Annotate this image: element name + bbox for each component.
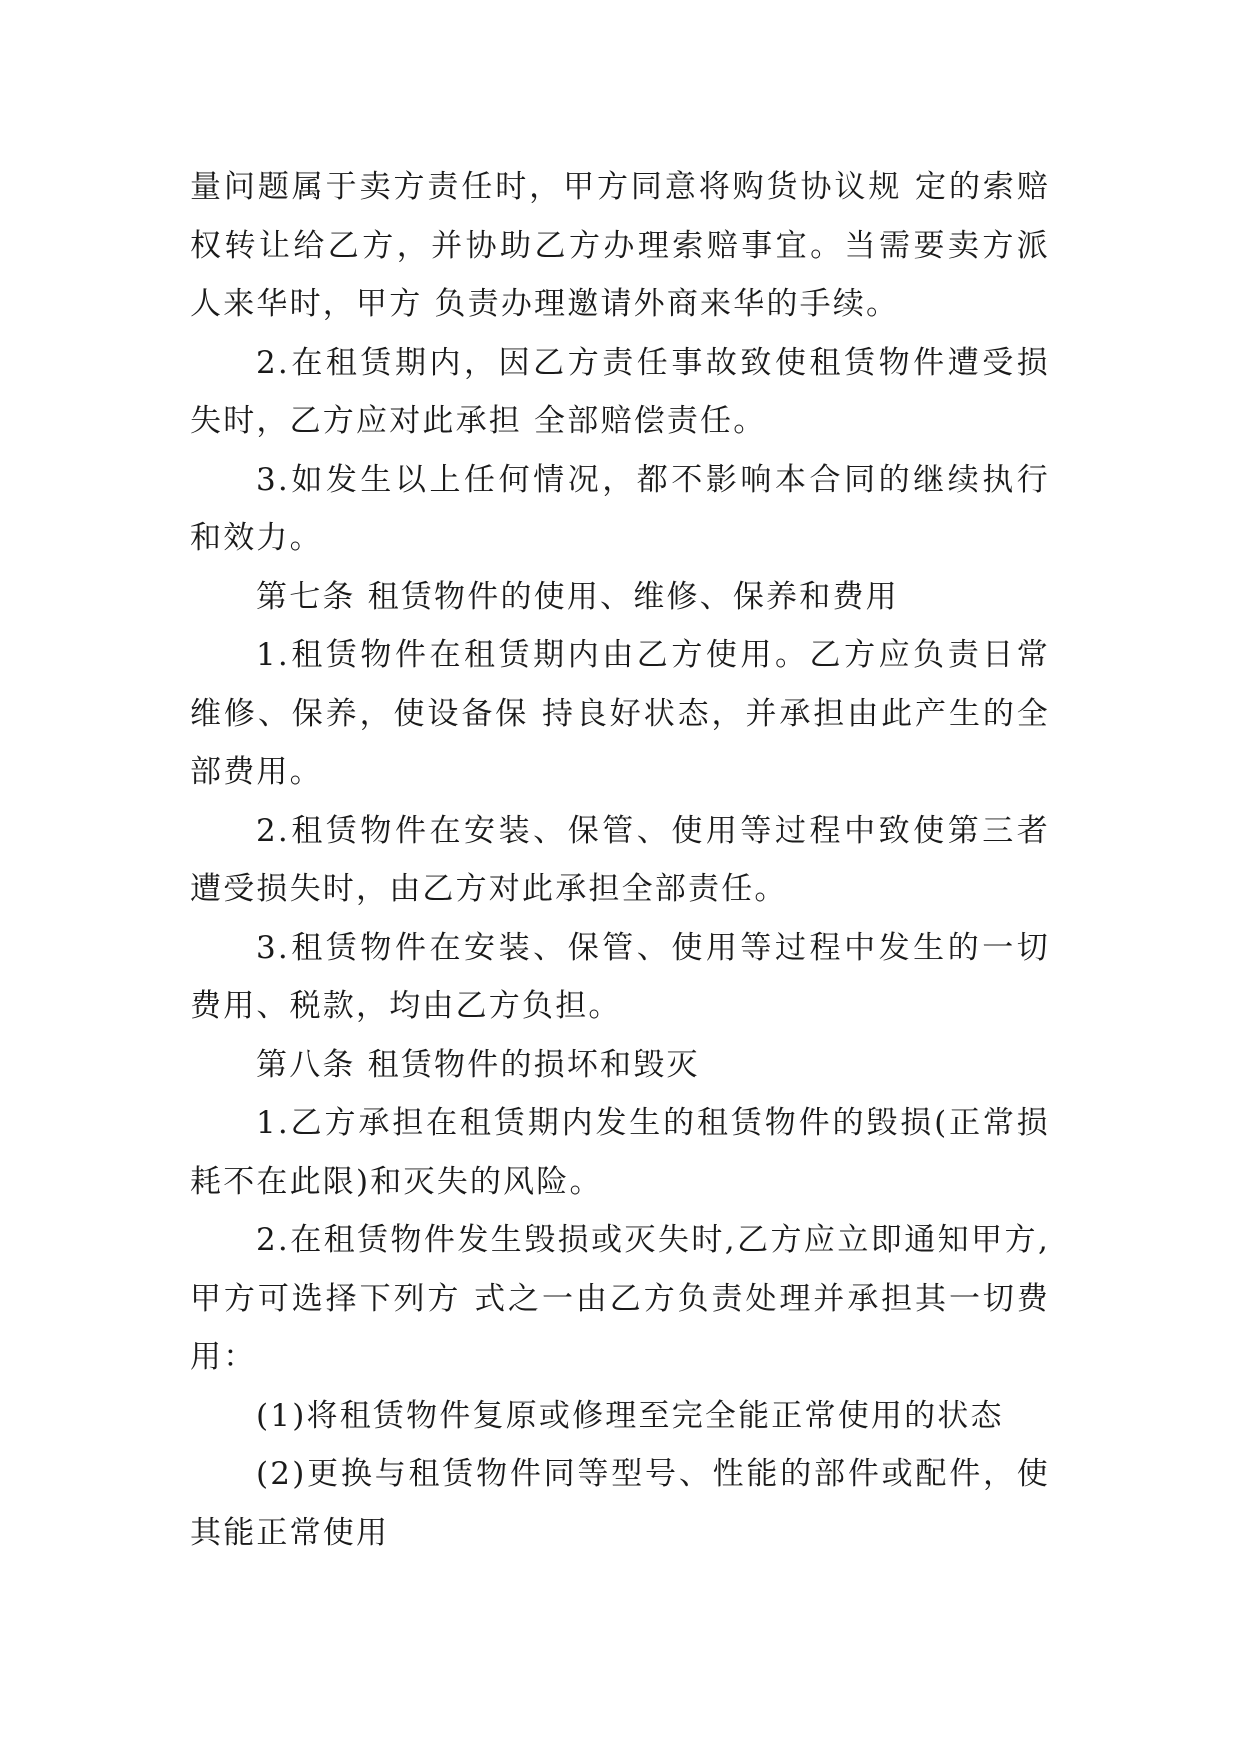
article-7-heading: 第七条 租赁物件的使用、维修、保养和费用 <box>256 578 899 615</box>
paragraph-costs-taxes: 3.租赁物件在安装、保管、使用等过程中发生的一切费用、税款，均由乙方负担。 <box>190 929 1050 1024</box>
paragraph-third-party-liability: 2.租赁物件在安装、保管、使用等过程中致使第三者遭受损失时，由乙方对此承担全部责任。 <box>190 812 1050 907</box>
paragraph-damage-risk: 1.乙方承担在租赁期内发生的租赁物件的毁损(正常损耗不在此限)和灭失的风险。 <box>190 1105 1050 1200</box>
paragraph-lessee-accident-liability: 2.在租赁期内，因乙方责任事故致使租赁物件遭受损失时，乙方应对此承担 全部赔偿责任。 <box>190 344 1050 439</box>
paragraph-use-maintenance: 1.租赁物件在租赁期内由乙方使用。乙方应负责日常维修、保养，使设备保 持良好状态，并承担由此产生的全部费用。 <box>190 637 1050 790</box>
list-item-replace-parts: (2)更换与租赁物件同等型号、性能的部件或配件，使其能正常使用 <box>190 1456 1050 1551</box>
paragraph-damage-notification: 2.在租赁物件发生毁损或灭失时,乙方应立即通知甲方,甲方可选择下列方 式之一由乙方负责处理并承担其一切费用： <box>190 1222 1050 1375</box>
article-8-heading: 第八条 租赁物件的损坏和毁灭 <box>256 1046 700 1083</box>
document-body <box>190 158 1050 1562</box>
paragraph-contract-validity: 3.如发生以上任何情况，都不影响本合同的继续执行和效力。 <box>190 461 1050 556</box>
list-item-restore-repair: (1)将租赁物件复原或修理至完全能正常使用的状态 <box>256 1397 1004 1434</box>
paragraph-claim-transfer: 量问题属于卖方责任时，甲方同意将购货协议规 定的索赔权转让给乙方，并协助乙方办理索赔事宜。当需要卖方派人来华时，甲方 负责办理邀请外商来华的手续。 <box>190 169 1050 322</box>
